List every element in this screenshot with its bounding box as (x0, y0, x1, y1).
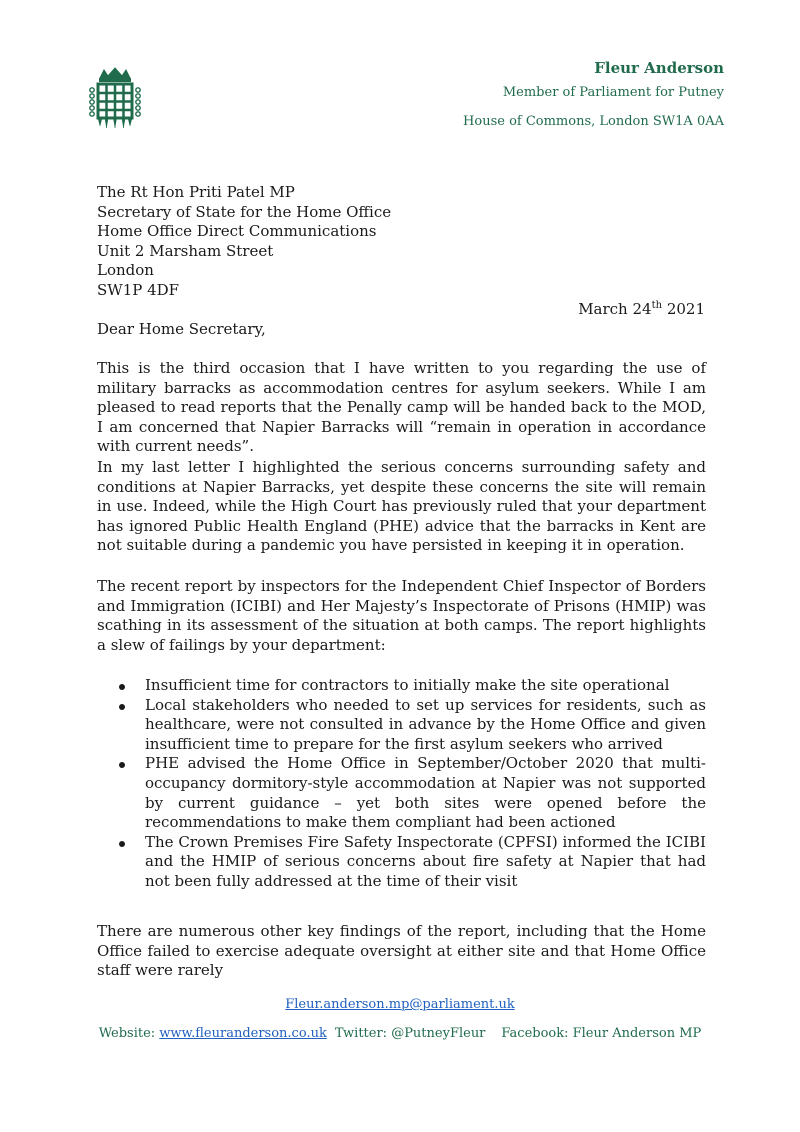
footer-email-row (0, 997, 800, 1012)
bullet-icon (119, 841, 125, 847)
recipient-address (97, 183, 391, 300)
body-paragraph: This is the third occasion that I have written to you regarding the use of military barracks as accommodation centres for asylum seekers. While I am pleased to read reports that the Penally camp will be handed back to the MOD, I am concerned that Napier Barracks will “remain in operation in accordance with current needs”. (97, 359, 706, 456)
letter-date (578, 300, 705, 319)
date-suffix: th (651, 300, 663, 311)
findings-list (97, 676, 706, 892)
recipient-line: Secretary of State for the Home Office (97, 202, 392, 221)
recipient-line: London (97, 261, 154, 279)
letterhead (463, 58, 724, 136)
recipient-line: The Rt Hon Priti Patel MP (97, 183, 295, 201)
portcullis-icon (86, 66, 144, 132)
recipient-line: Home Office Direct Communications (97, 222, 377, 240)
twitter-handle: Twitter: @PutneyFleur (334, 1026, 486, 1041)
bullet-icon (119, 684, 125, 690)
body-paragraph: The recent report by inspectors for the Independent Chief Inspector of Borders and Immigration (ICIBI) and Her Majesty’s Inspectorate of Prisons (HMIP) was scathing in its assessment of the situation at both camps. The report highlights a slew of failings by your department: (97, 577, 706, 654)
sender-title: Member of Parliament for Putney (502, 85, 724, 100)
recipient-line: SW1P 4DF (97, 280, 180, 299)
sender-address: House of Commons, London SW1A 0AA (463, 114, 724, 129)
list-item: The Crown Premises Fire Safety Inspectorate (CPFSI) informed the ICIBI and the HMIP of serious concerns about fire safety at Napier that had not been fully addressed at the time of their visit (97, 833, 706, 892)
website-link[interactable]: www.fleuranderson.co.uk (159, 1026, 327, 1041)
body-paragraph: There are numerous other key findings of the report, including that the Home Office failed to exercise adequate oversight at either site and that Home Office staff were rarely (97, 922, 706, 980)
bullet-icon (119, 704, 125, 710)
date-year: 2021 (662, 300, 705, 318)
recipient-line: Unit 2 Marsham Street (97, 241, 274, 260)
bullet-icon (119, 762, 125, 768)
facebook-page: Facebook: Fleur Anderson MP (501, 1026, 702, 1041)
list-item: PHE advised the Home Office in September/October 2020 that multi-occupancy dormitory-style accommodation at Napier was not supported by current guidance – yet both sites were opened before the recommendations to make them compliant had been actioned (97, 754, 706, 832)
website-label: Website: (98, 1026, 160, 1041)
date-month-day: March 24 (578, 300, 652, 318)
salutation: Dear Home Secretary, (97, 320, 266, 338)
sender-name: Fleur Anderson (594, 59, 724, 77)
list-item: Local stakeholders who needed to set up services for residents, such as healthcare, were not consulted in advance by the Home Office and given insufficient time to prepare for the first asylum seekers who arrived (97, 696, 706, 755)
list-item: Insufficient time for contractors to initially make the site operational (97, 676, 706, 696)
email-link[interactable]: Fleur.anderson.mp@parliament.uk (285, 997, 515, 1012)
body-paragraph: In my last letter I highlighted the serious concerns surrounding safety and conditions at Napier Barracks, yet despite these concerns the site will remain in use. Indeed, while the High Court has previously ruled that your department has ignored Public Health England (PHE) advice that the barracks in Kent are not suitable during a pandemic you have persisted in keeping it in operation. (97, 458, 706, 555)
footer-contact-row (0, 1026, 800, 1041)
